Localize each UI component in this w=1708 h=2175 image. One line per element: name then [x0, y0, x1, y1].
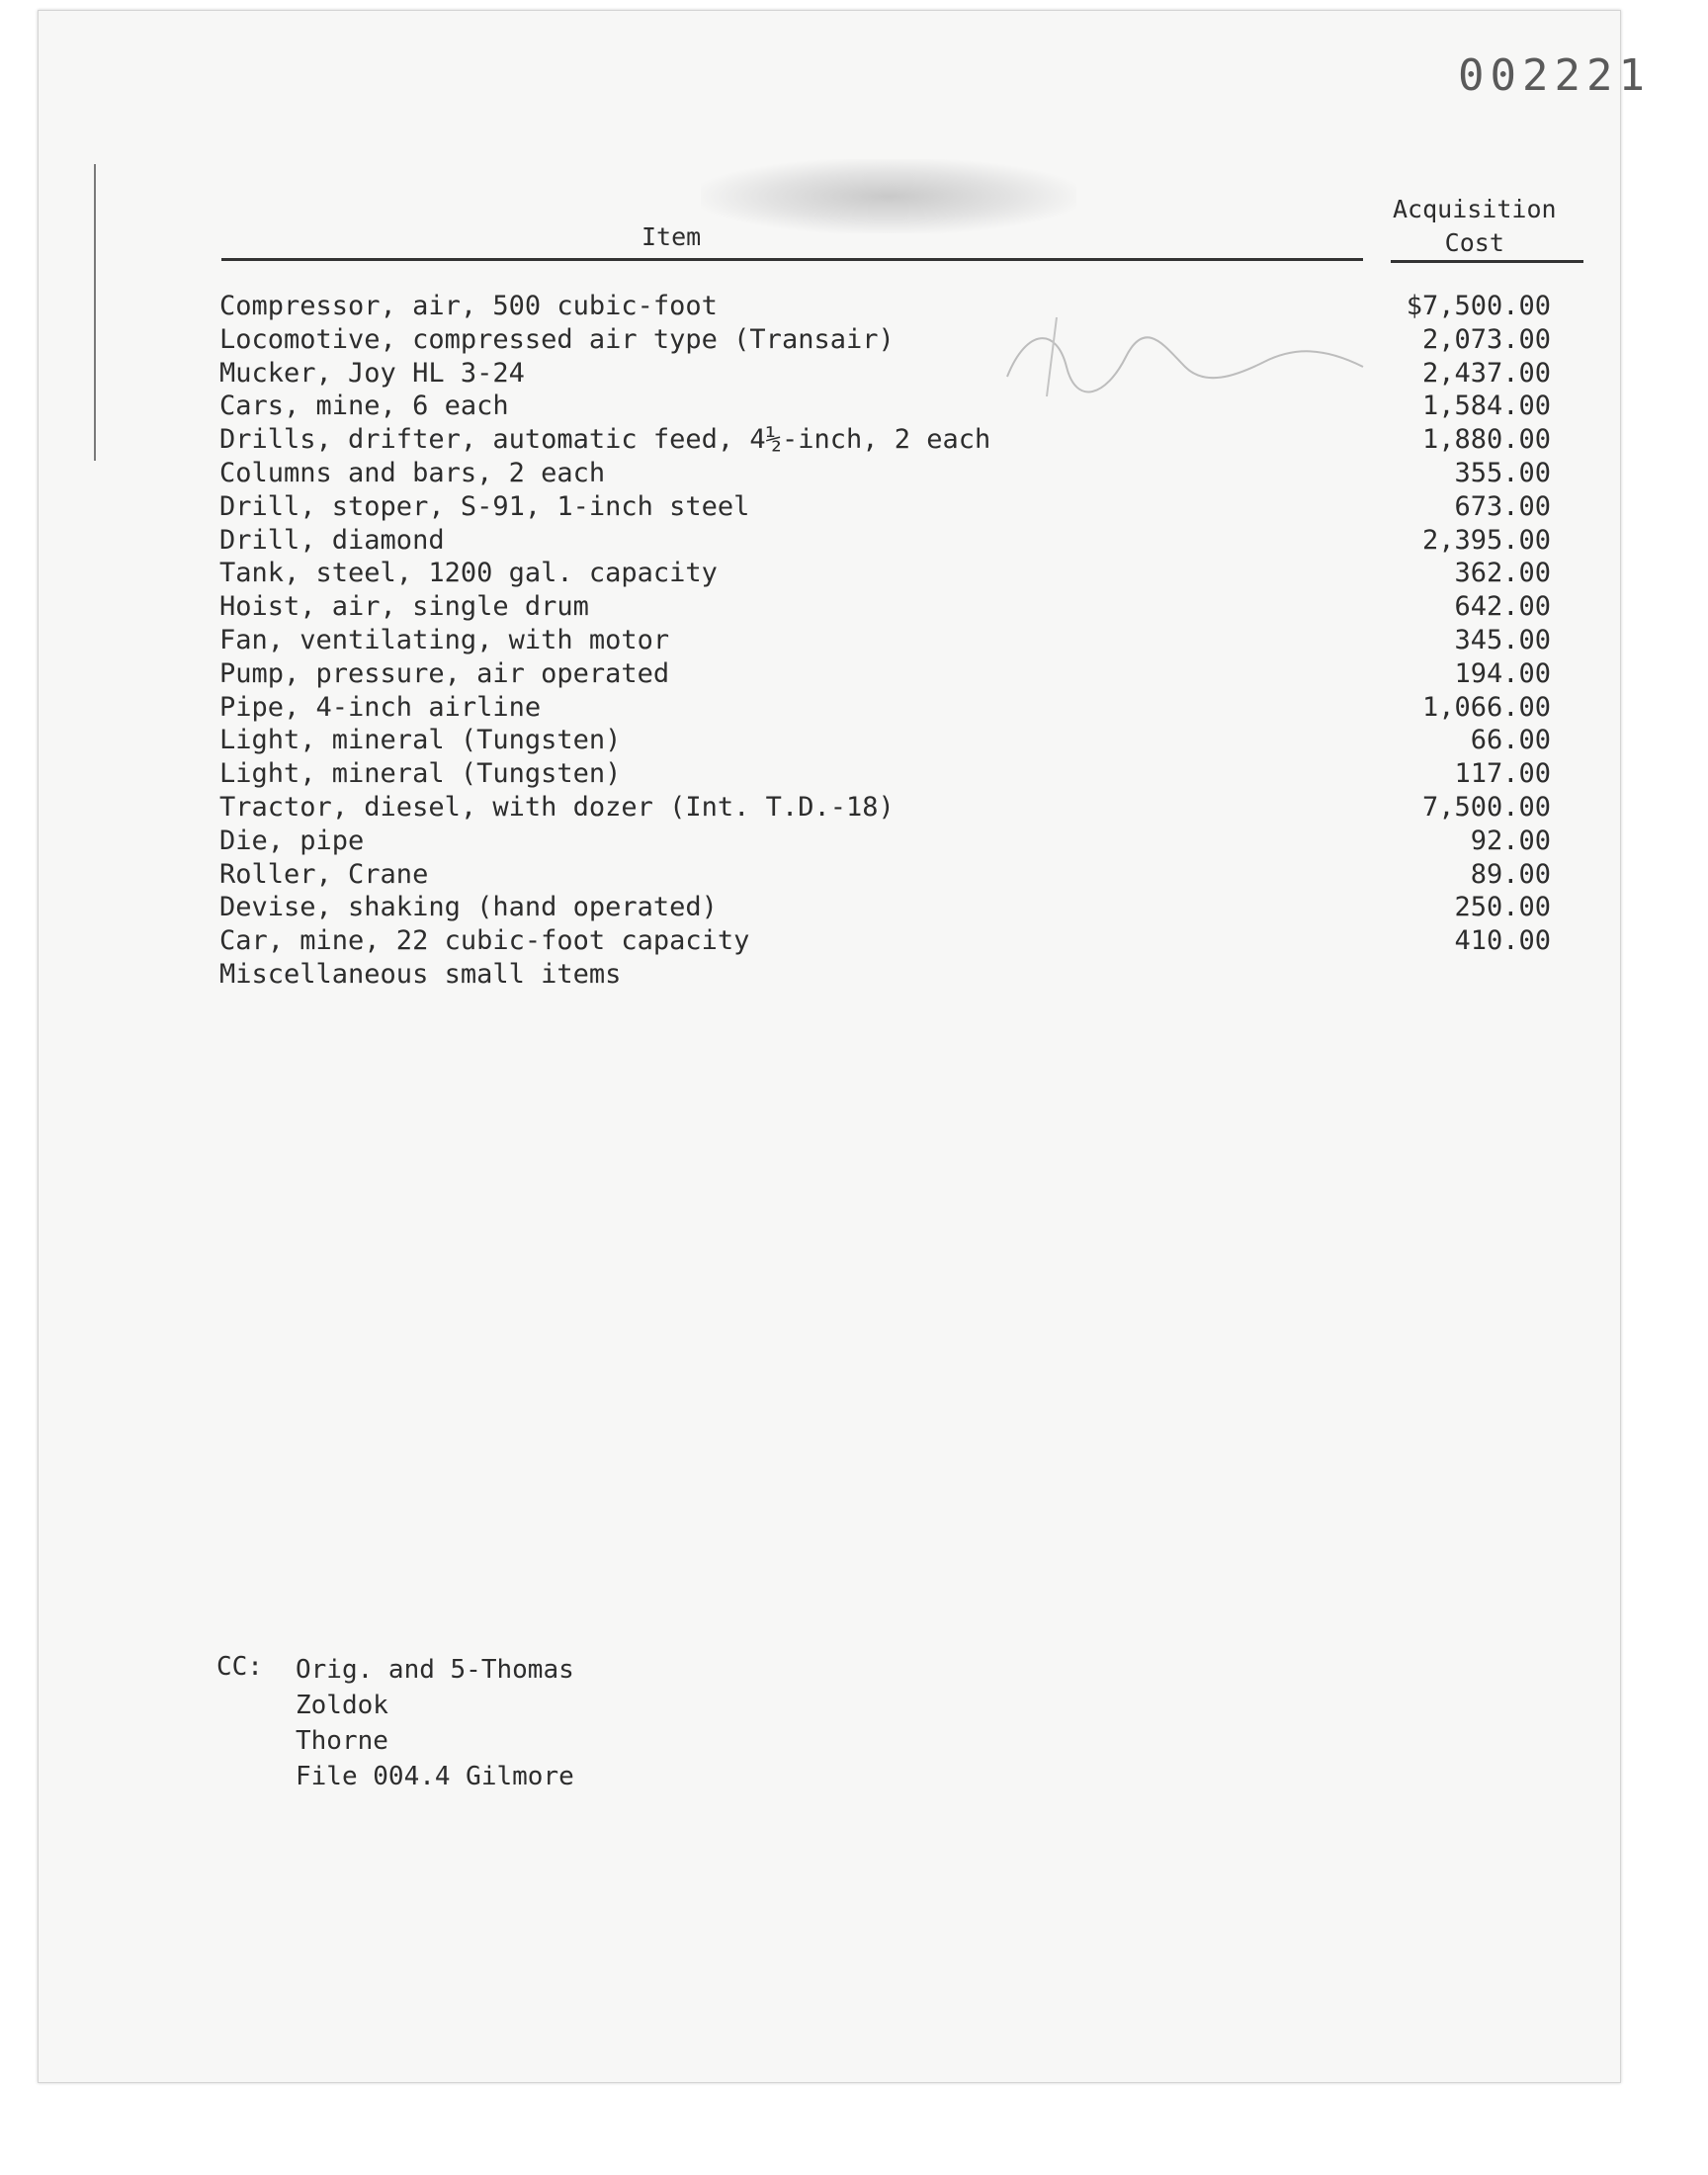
item-row: Light, mineral (Tungsten): [219, 758, 622, 790]
item-row: Fan, ventilating, with motor: [219, 624, 670, 655]
item-row: Tractor, diesel, with dozer (Int. T.D.-18): [219, 791, 895, 823]
cc-recipients: [296, 1652, 574, 1794]
cost-row: 89.00: [1470, 858, 1551, 890]
cost-row: 250.00: [1454, 892, 1551, 923]
cc-recipient: Thorne: [296, 1726, 388, 1756]
cost-row: $7,500.00: [1406, 291, 1551, 321]
cost-row: 7,500.00: [1421, 791, 1551, 823]
cost-row: 1,066.00: [1421, 691, 1551, 723]
cost-column: [1383, 290, 1551, 992]
cost-row: 410.00: [1454, 925, 1551, 957]
cost-row: 92.00: [1470, 825, 1551, 856]
item-row: Pipe, 4-inch airline: [219, 691, 542, 723]
margin-line: [94, 164, 96, 461]
item-row: Devise, shaking (hand operated): [219, 892, 718, 923]
item-row: Die, pipe: [219, 825, 365, 856]
item-row: Cars, mine, 6 each: [219, 391, 509, 422]
column-header-cost-line2: Cost: [1444, 228, 1504, 257]
cost-row: 117.00: [1454, 758, 1551, 790]
cost-row: 2,073.00: [1421, 323, 1551, 355]
item-row: Tank, steel, 1200 gal. capacity: [219, 558, 718, 589]
item-row: Car, mine, 22 cubic-foot capacity: [219, 925, 750, 957]
cost-row: 2,437.00: [1421, 357, 1551, 389]
item-row: Hoist, air, single drum: [219, 591, 589, 623]
item-row: Columns and bars, 2 each: [219, 457, 606, 488]
column-header-cost: [1393, 193, 1557, 260]
cost-row: 194.00: [1454, 657, 1551, 689]
cc-recipient: Orig. and 5-Thomas: [296, 1655, 574, 1685]
document-page: [38, 10, 1651, 2083]
smudge-mark: [701, 159, 1076, 233]
column-header-item: Item: [641, 222, 702, 251]
cost-row: 1,880.00: [1421, 424, 1551, 456]
cost-row: 2,395.00: [1421, 524, 1551, 556]
cost-row: 66.00: [1470, 725, 1551, 756]
item-row: Mucker, Joy HL 3-24: [219, 357, 525, 389]
header-rule-item: [221, 258, 1363, 261]
item-row: Compressor, air, 500 cubic-foot: [219, 291, 718, 321]
cost-row: 673.00: [1454, 490, 1551, 522]
item-row: Roller, Crane: [219, 858, 429, 890]
cc-recipient: Zoldok: [296, 1691, 388, 1720]
cost-row: [1383, 958, 1551, 992]
item-column: [219, 290, 1109, 992]
cc-recipient: File 004.4 Gilmore: [296, 1762, 574, 1791]
header-rule-cost: [1391, 260, 1583, 263]
cost-row: 355.00: [1454, 457, 1551, 488]
cc-label: CC:: [216, 1652, 263, 1682]
item-row: Miscellaneous small items: [219, 958, 622, 990]
document-number: 002221: [1458, 50, 1651, 101]
cost-row: 642.00: [1454, 591, 1551, 623]
item-row: Locomotive, compressed air type (Transair): [219, 323, 895, 355]
item-row: Light, mineral (Tungsten): [219, 725, 622, 756]
cost-row: 345.00: [1454, 624, 1551, 655]
cost-row: 362.00: [1454, 558, 1551, 589]
item-row: Drills, drifter, automatic feed, 4½-inch, 2 each: [219, 424, 991, 456]
column-header-cost-line1: Acquisition: [1393, 195, 1557, 223]
item-row: Pump, pressure, air operated: [219, 657, 670, 689]
cost-row: 1,584.00: [1421, 391, 1551, 422]
item-row: Drill, diamond: [219, 524, 445, 556]
item-row: Drill, stoper, S-91, 1-inch steel: [219, 490, 750, 522]
